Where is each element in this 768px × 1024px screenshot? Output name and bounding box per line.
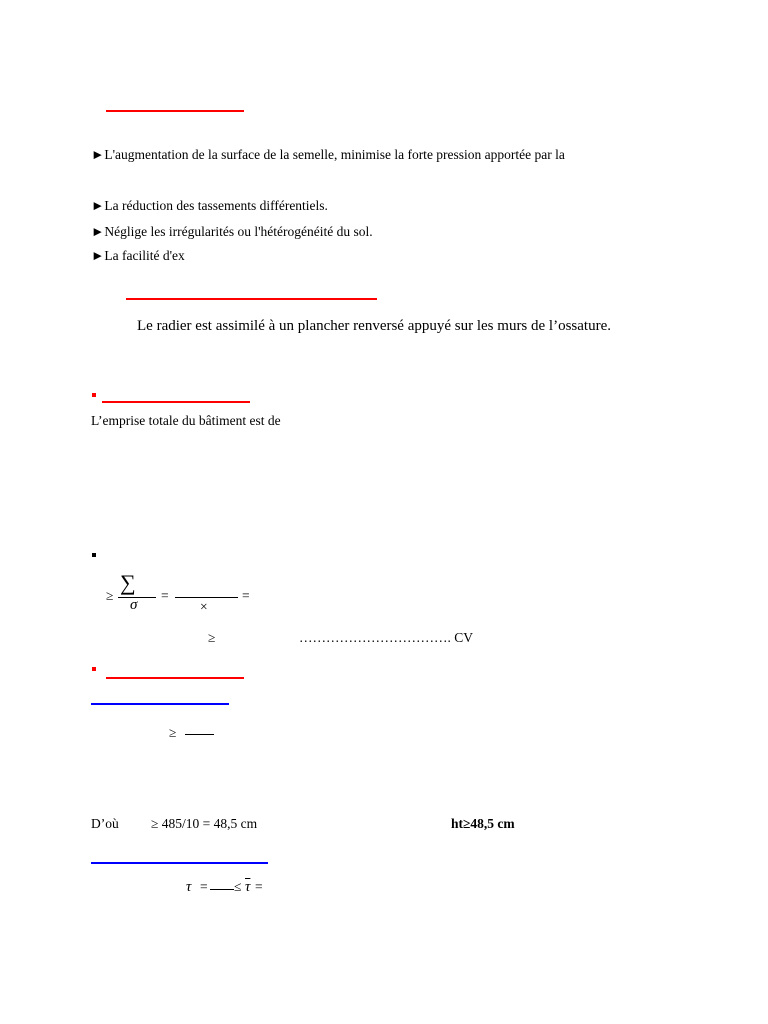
formula-equals: = <box>242 588 250 603</box>
fraction-bar <box>210 889 234 890</box>
formula-sum-symbol: ∑ <box>120 570 136 595</box>
formula-tau: τ <box>186 879 192 895</box>
fraction-bar <box>175 597 238 598</box>
height-result: ht≥48,5 cm <box>451 816 515 831</box>
formula-geq: ≥ <box>106 588 114 603</box>
radier-sentence: Le radier est assimilé à un plancher renversé appuyé sur les murs de l’ossature. <box>137 318 611 334</box>
arrow-bullet-icon: ► <box>91 198 105 213</box>
formula-sigma: σ <box>130 597 138 613</box>
black-square-bullet-icon <box>92 553 96 557</box>
subheading-underline <box>91 703 229 705</box>
arrow-bullet-icon: ► <box>91 147 105 162</box>
dou-expression: ≥ 485/10 = 48,5 cm <box>151 816 258 831</box>
advantage-item: ►La facilité d'ex <box>91 248 185 263</box>
subsection-heading-underline <box>106 677 244 679</box>
section-heading-underline <box>126 298 377 300</box>
subsection-heading-underline <box>102 401 250 403</box>
advantage-item: ►L'augmentation de la surface de la semelle, minimise la forte pression apportée par la <box>91 147 565 162</box>
check-verification-text: ……………………………. CV <box>299 630 474 645</box>
arrow-bullet-icon: ► <box>91 248 105 263</box>
check-geq: ≥ <box>208 630 216 645</box>
formula-geq: ≥ <box>169 725 177 740</box>
advantage-item: ►La réduction des tassements différentiels. <box>91 198 328 213</box>
formula-equals: = <box>200 879 208 894</box>
formula-times: × <box>200 599 208 614</box>
formula-leq: ≤ <box>234 879 242 894</box>
section-heading-underline <box>106 110 244 112</box>
subheading-underline <box>91 862 268 864</box>
arrow-bullet-icon: ► <box>91 224 105 239</box>
formula-tau-bar: $\overline{\tau}$ <box>245 879 251 895</box>
emprise-text: L’emprise totale du bâtiment est de <box>91 413 281 428</box>
red-square-bullet-icon <box>92 393 96 397</box>
formula-equals: = <box>255 879 263 894</box>
advantage-item: ►Néglige les irrégularités ou l'hétérogénéité du sol. <box>91 224 373 239</box>
fraction-bar <box>185 734 214 735</box>
dou-label: D’où <box>91 816 119 831</box>
formula-equals: = <box>161 588 169 603</box>
red-square-bullet-icon <box>92 667 96 671</box>
